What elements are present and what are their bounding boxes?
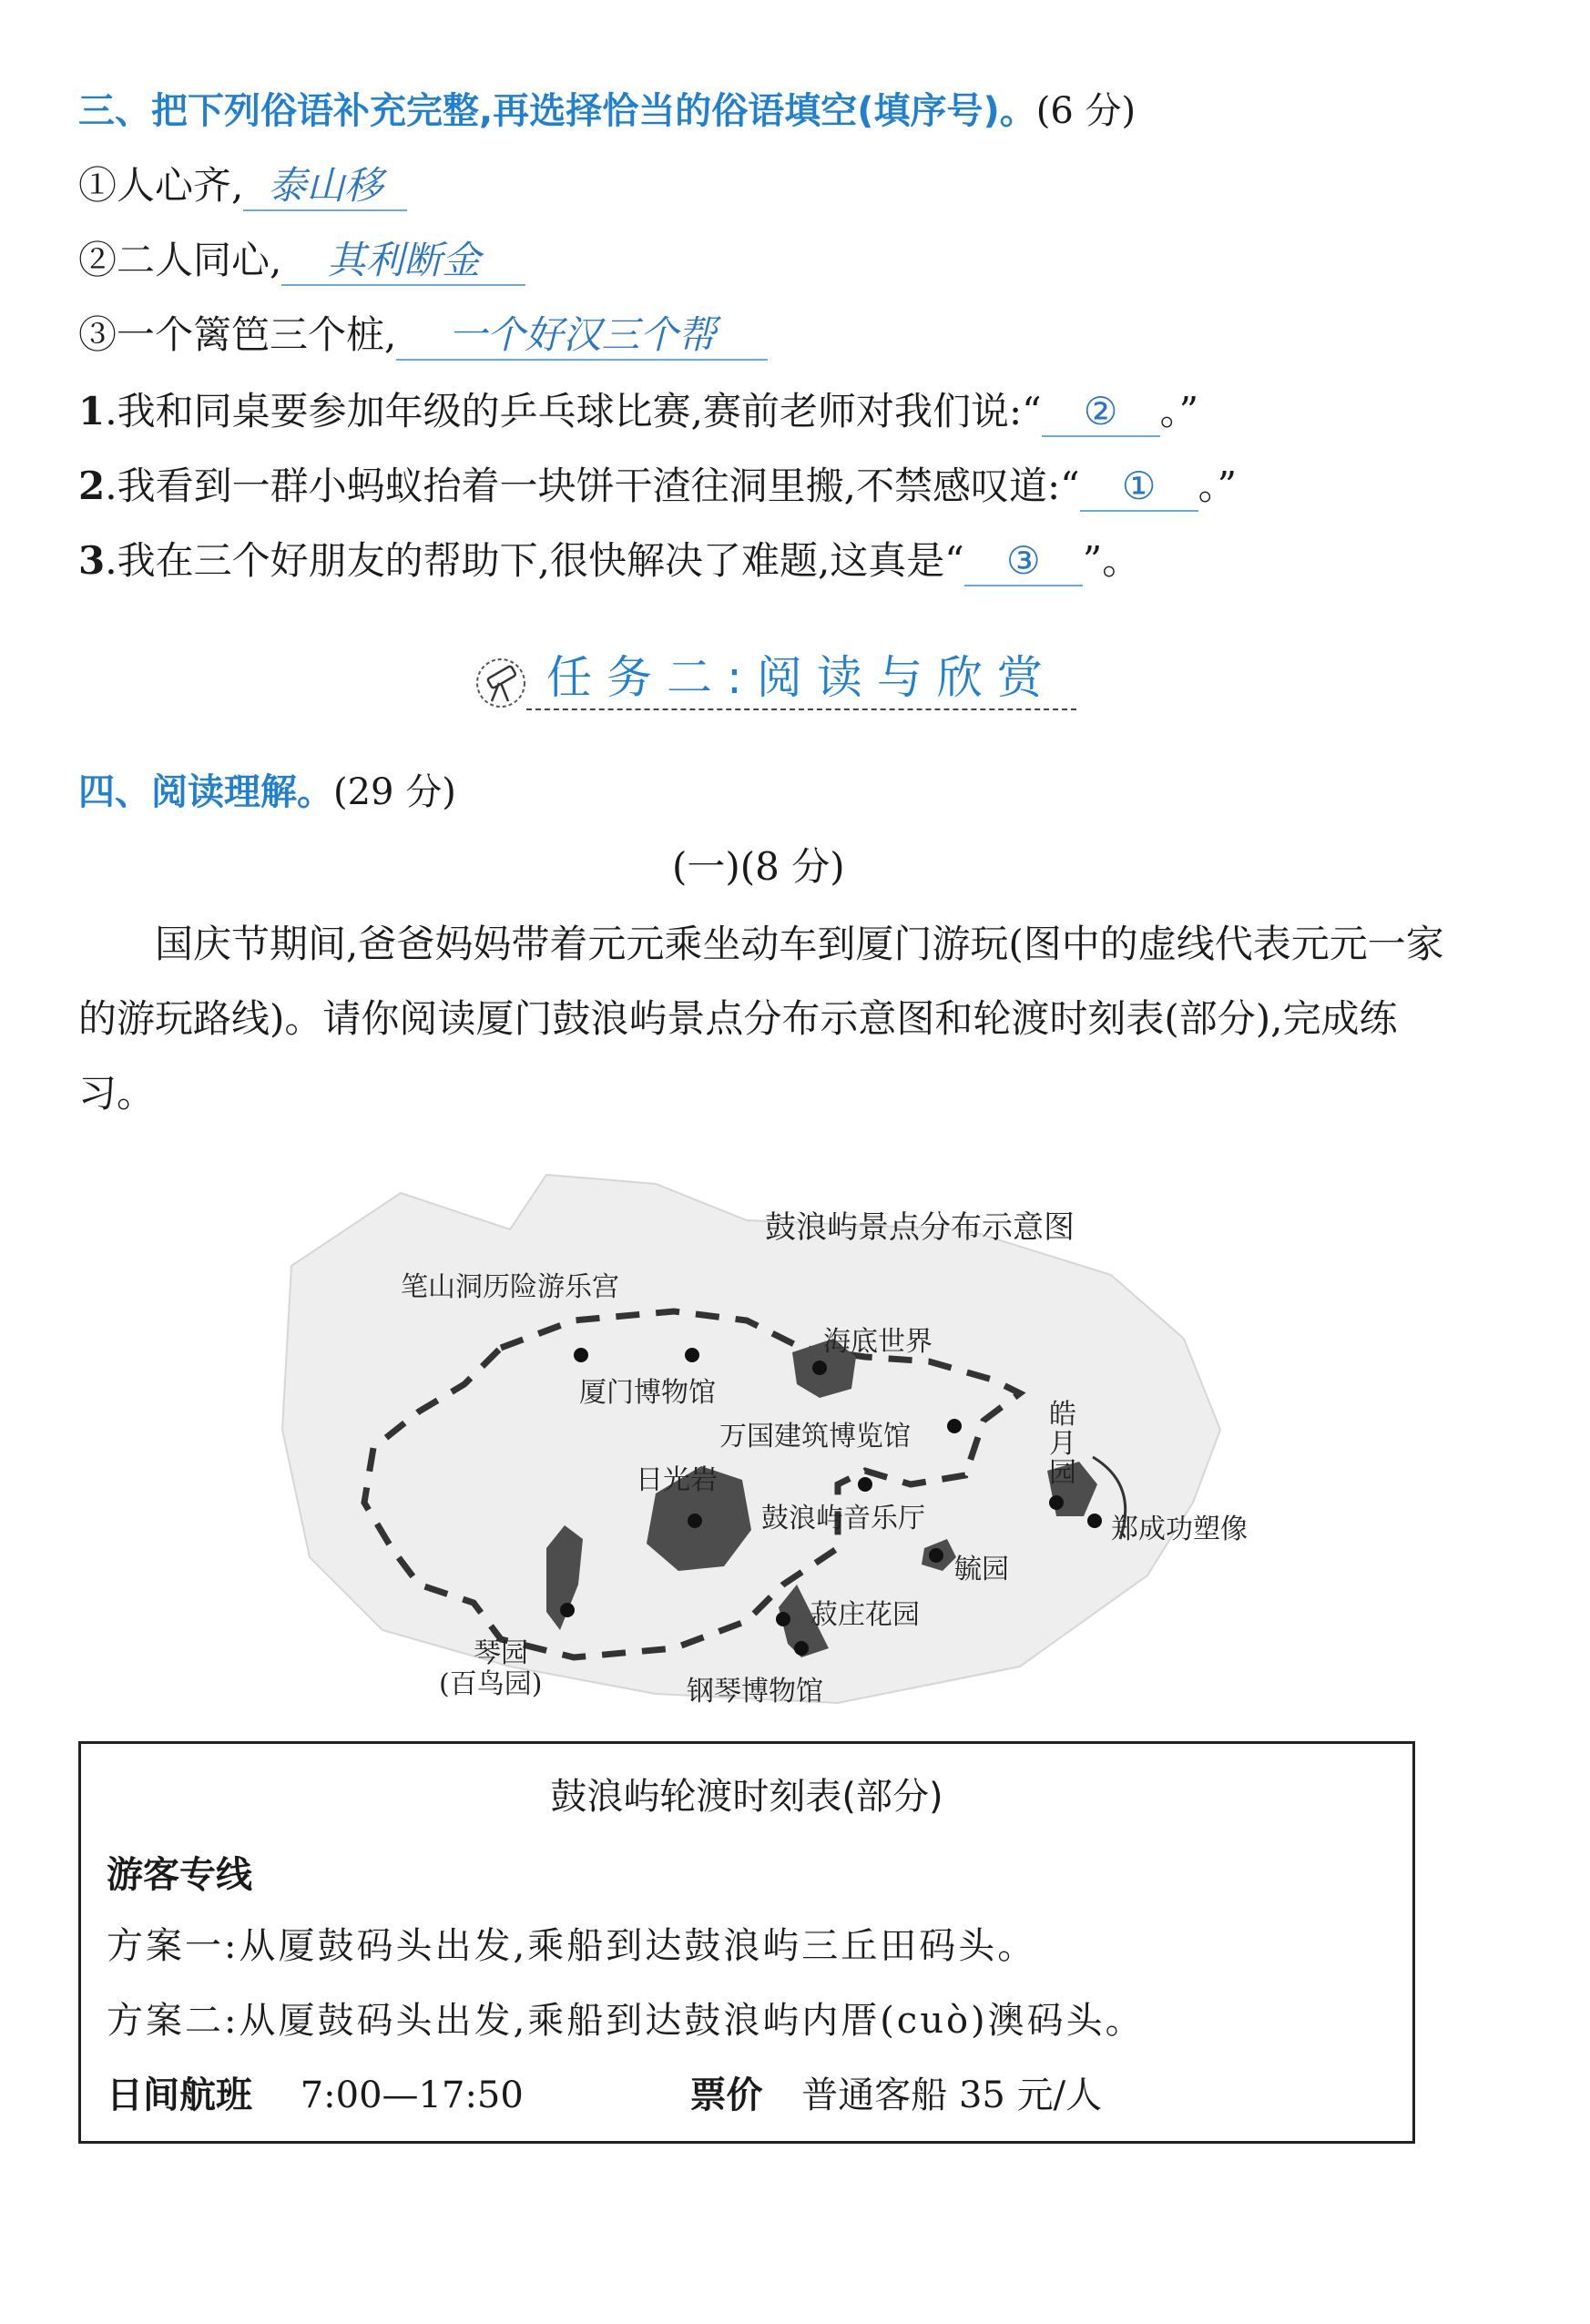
map-label-bainiao: (百鸟园) — [439, 1668, 543, 1700]
proverb-answer-blank[interactable]: 一个好汉三个帮 — [396, 311, 768, 361]
question-answer-blank[interactable]: ② — [1042, 388, 1160, 437]
map-label-qinyuan: 琴园 — [474, 1637, 528, 1669]
task2-title: 任务二:阅读与欣赏 — [546, 651, 1057, 704]
timetable-title: 鼓浪屿轮渡时刻表(部分) — [550, 1776, 943, 1818]
proverb-answer-blank[interactable]: 泰山移 — [243, 162, 407, 211]
proverb-text: 二人同心, — [117, 238, 282, 282]
timetable-day-time: 7:00—17:50 — [300, 2074, 524, 2116]
question-end: ”。 — [1082, 538, 1141, 583]
proverb-3 — [78, 308, 768, 362]
question-answer-blank[interactable]: ③ — [964, 537, 1083, 586]
map-label-piano: 钢琴博物馆 — [687, 1676, 823, 1707]
gulangyu-map — [273, 1157, 1275, 1712]
proverb-number: ① — [78, 163, 117, 208]
ferry-timetable — [78, 1741, 1415, 2144]
proverb-answer-blank[interactable]: 其利断金 — [281, 237, 525, 286]
section4-heading — [78, 765, 456, 820]
question-number: 1 — [78, 389, 106, 433]
map-label-haoyue-1: 皓 — [1049, 1399, 1076, 1431]
timetable-price-value: 普通客船 35 元/人 — [801, 2074, 1103, 2116]
section4-heading-text: 四、阅读理解。 — [78, 771, 333, 813]
timetable-day-row — [107, 2066, 1102, 2118]
question-2: 2.我看到一群小蚂蚁抬着一块饼干渣往洞里搬,不禁感叹道:“ ① 。” — [78, 459, 1237, 514]
section4-paragraph: 国庆节期间,爸爸妈妈带着元元乘坐动车到厦门游玩(图中的虚线代表元元一家的游玩路线)。请你阅读厦门鼓浪屿景点分布示意图和轮渡时刻表(部分),完成练习。 — [78, 922, 1444, 1116]
map-label-music: 鼓浪屿音乐厅 — [761, 1503, 925, 1534]
question-1: 1.我和同桌要参加年级的乒乓球比赛,赛前老师对我们说:“ ② 。” — [78, 384, 1198, 439]
timetable-line-name: 游客专线 — [107, 1854, 252, 1896]
map-title: 鼓浪屿景点分布示意图 — [765, 1209, 1075, 1246]
question-text: 我和同桌要参加年级的乒乓球比赛,赛前老师对我们说:“ — [117, 389, 1042, 433]
map-label-haoyue-2: 月 — [1049, 1428, 1076, 1460]
map-label-yuyuan: 毓园 — [954, 1554, 1009, 1585]
section3-heading — [78, 84, 1136, 138]
question-text: 我看到一群小蚂蚁抬着一块饼干渣往洞里搬,不禁感叹道:“ — [117, 464, 1080, 508]
proverb-number: ② — [78, 238, 117, 282]
question-text: 我在三个好朋友的帮助下,很快解决了难题,这真是“ — [117, 538, 964, 583]
map-label-bishan: 笔山洞历险游乐宫 — [401, 1271, 619, 1303]
proverb-text: 人心齐, — [117, 163, 244, 208]
question-number: 2 — [78, 464, 106, 508]
map-label-xiamen-museum: 厦门博物馆 — [579, 1377, 716, 1409]
map-label-wanguo: 万国建筑博览馆 — [719, 1421, 911, 1452]
timetable-plan1: 方案一:从厦鼓码头出发,乘船到达鼓浪屿三丘田码头。 — [107, 1925, 1037, 1967]
telescope-icon — [472, 652, 530, 710]
question-number: 3 — [78, 538, 106, 583]
proverb-number: ③ — [78, 312, 117, 357]
question-3: 3.我在三个好朋友的帮助下,很快解决了难题,这真是“ ③ ”。 — [78, 534, 1140, 588]
map-label-shuzhuang: 菽庄花园 — [810, 1599, 920, 1631]
question-answer-blank[interactable]: ① — [1080, 463, 1198, 512]
timetable-price-label: 票价 — [689, 2074, 763, 2116]
proverb-2 — [78, 233, 525, 288]
section4-score: (29 分) — [333, 771, 456, 813]
question-end: 。” — [1198, 464, 1238, 508]
timetable-plan2: 方案二:从厦鼓码头出发,乘船到达鼓浪屿内厝(cuò)澳码头。 — [107, 2000, 1145, 2042]
map-label-riguang: 日光岩 — [636, 1464, 718, 1496]
map-label-haidi: 海底世界 — [823, 1326, 933, 1358]
question-end: 。” — [1159, 389, 1199, 433]
map-label-haoyue-3: 园 — [1049, 1457, 1076, 1489]
task2-underline — [526, 708, 1076, 710]
section3-score: (6 分) — [1035, 90, 1136, 132]
proverb-1 — [78, 158, 407, 213]
section3-heading-text: 三、把下列俗语补充完整,再选择恰当的俗语填空(填序号)。 — [78, 90, 1036, 132]
map-label-zheng: 郑成功塑像 — [1111, 1514, 1248, 1545]
section4-subtitle: (一)(8 分) — [672, 844, 845, 889]
proverb-text: 一个篱笆三个桩, — [117, 312, 397, 357]
timetable-day-label: 日间航班 — [107, 2074, 252, 2116]
